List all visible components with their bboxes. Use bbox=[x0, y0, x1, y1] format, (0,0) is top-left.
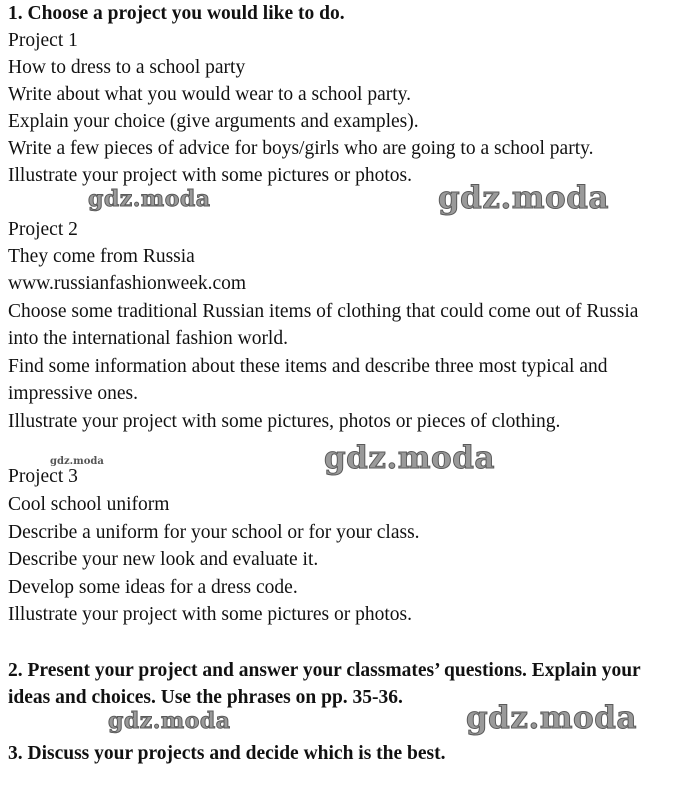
project-2-title: They come from Russia bbox=[8, 246, 195, 267]
watermark: gdz.moda bbox=[324, 440, 495, 476]
project-2-line: into the international fashion world. bbox=[8, 328, 288, 349]
project-2-url: www.russianfashionweek.com bbox=[8, 273, 247, 294]
project-3-line: Describe a uniform for your school or for your class. bbox=[8, 522, 420, 543]
watermark: gdz.moda bbox=[108, 708, 231, 734]
project-1-label: Project 1 bbox=[8, 30, 78, 51]
project-2-line: impressive ones. bbox=[8, 383, 138, 404]
project-1-title: How to dress to a school party bbox=[8, 57, 246, 78]
project-3-line: Develop some ideas for a dress code. bbox=[8, 577, 298, 598]
project-1-line: Illustrate your project with some pictures or photos. bbox=[8, 165, 412, 186]
watermark: gdz.moda bbox=[88, 186, 211, 212]
task-1-heading: 1. Choose a project you would like to do. bbox=[8, 3, 345, 24]
project-2-line: Choose some traditional Russian items of clothing that could come out of Russia bbox=[8, 301, 639, 322]
project-3-line: Illustrate your project with some pictures or photos. bbox=[8, 604, 412, 625]
project-2-label: Project 2 bbox=[8, 219, 78, 240]
watermark: gdz.moda bbox=[438, 180, 609, 216]
project-3-label: Project 3 bbox=[8, 466, 78, 487]
project-1-line: Write about what you would wear to a school party. bbox=[8, 84, 412, 105]
task-2-line: 2. Present your project and answer your classmates’ questions. Explain your bbox=[8, 660, 641, 681]
watermark: gdz.moda bbox=[50, 456, 104, 467]
project-2-line: Find some information about these items and describe three most typical and bbox=[8, 356, 608, 377]
task-2-line: ideas and choices. Use the phrases on pp. 35-36. bbox=[8, 687, 403, 708]
project-1-line: Explain your choice (give arguments and examples). bbox=[8, 111, 419, 132]
task-3-heading: 3. Discuss your projects and decide which is the best. bbox=[8, 743, 446, 764]
project-1-line: Write a few pieces of advice for boys/girls who are going to a school party. bbox=[8, 138, 594, 159]
watermark: gdz.moda bbox=[466, 700, 637, 736]
project-3-title: Cool school uniform bbox=[8, 494, 170, 515]
project-3-line: Describe your new look and evaluate it. bbox=[8, 549, 319, 570]
project-2-line: Illustrate your project with some pictures, photos or pieces of clothing. bbox=[8, 411, 561, 432]
